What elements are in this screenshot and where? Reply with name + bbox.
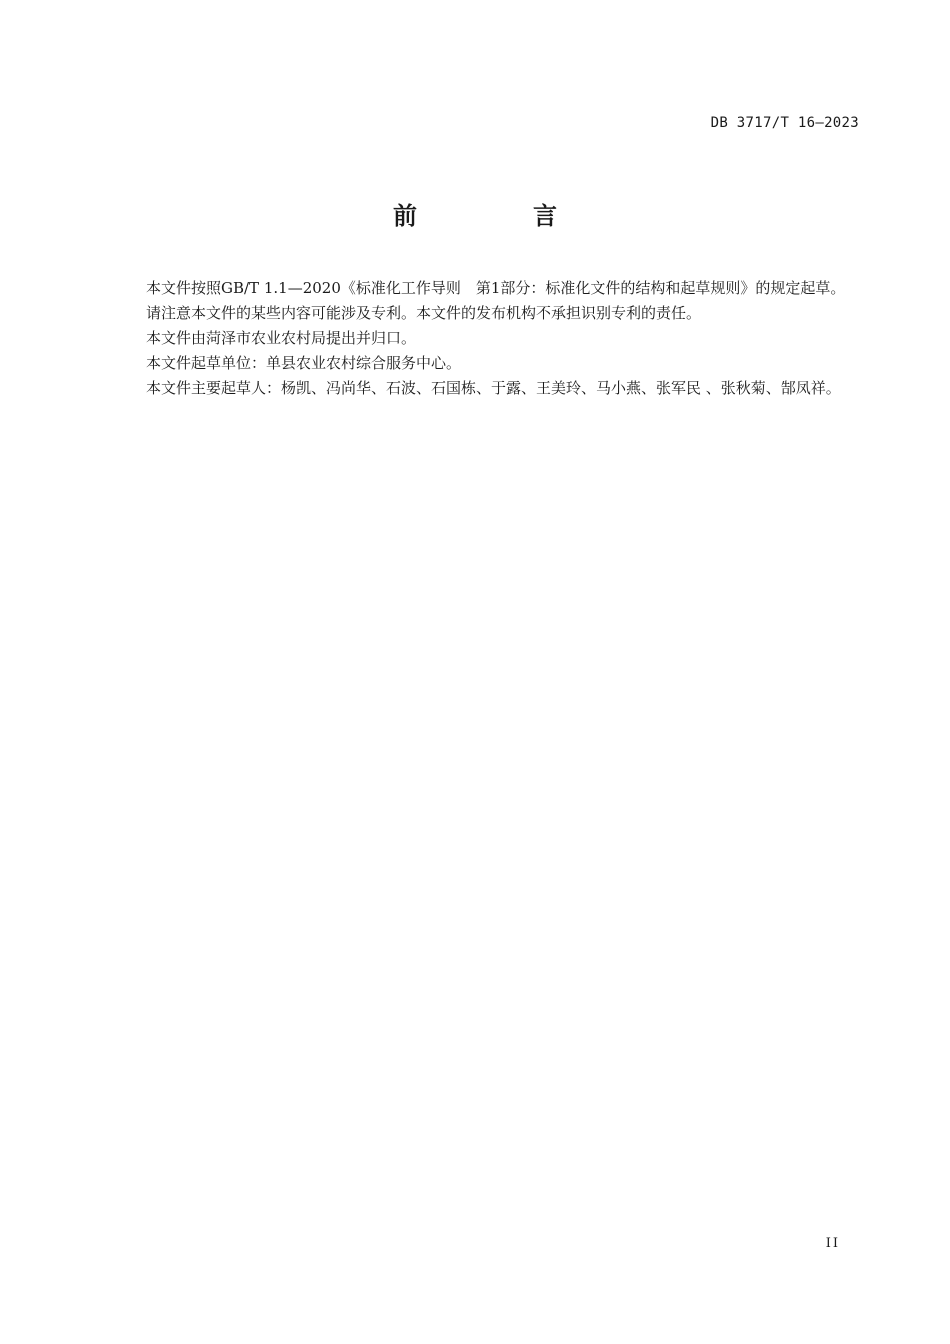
preface-body	[114, 276, 860, 401]
paragraph-proposer: 本文件由菏泽市农业农村局提出并归口。	[146, 329, 417, 347]
page-number: II	[825, 1236, 840, 1251]
paragraph-patent-notice: 请注意本文件的某些内容可能涉及专利。本文件的发布机构不承担识别专利的责任。	[146, 304, 702, 322]
paragraph-drafters: 本文件主要起草人：杨凯、冯尚华、石波、石国栋、于露、王美玲、马小燕、张军民 、张秋菊、郜凤祥。	[146, 379, 841, 397]
paragraph-drafting-basis: 本文件按照GB/T 1.1—2020《标准化工作导则 第1部分：标准化文件的结构和起草规则》的规定起草。	[146, 279, 846, 297]
page-title: 前 言	[393, 202, 603, 230]
document-code: DB 3717/T 16—2023	[710, 115, 859, 131]
paragraph-drafting-unit: 本文件起草单位：单县农业农村综合服务中心。	[146, 354, 462, 372]
